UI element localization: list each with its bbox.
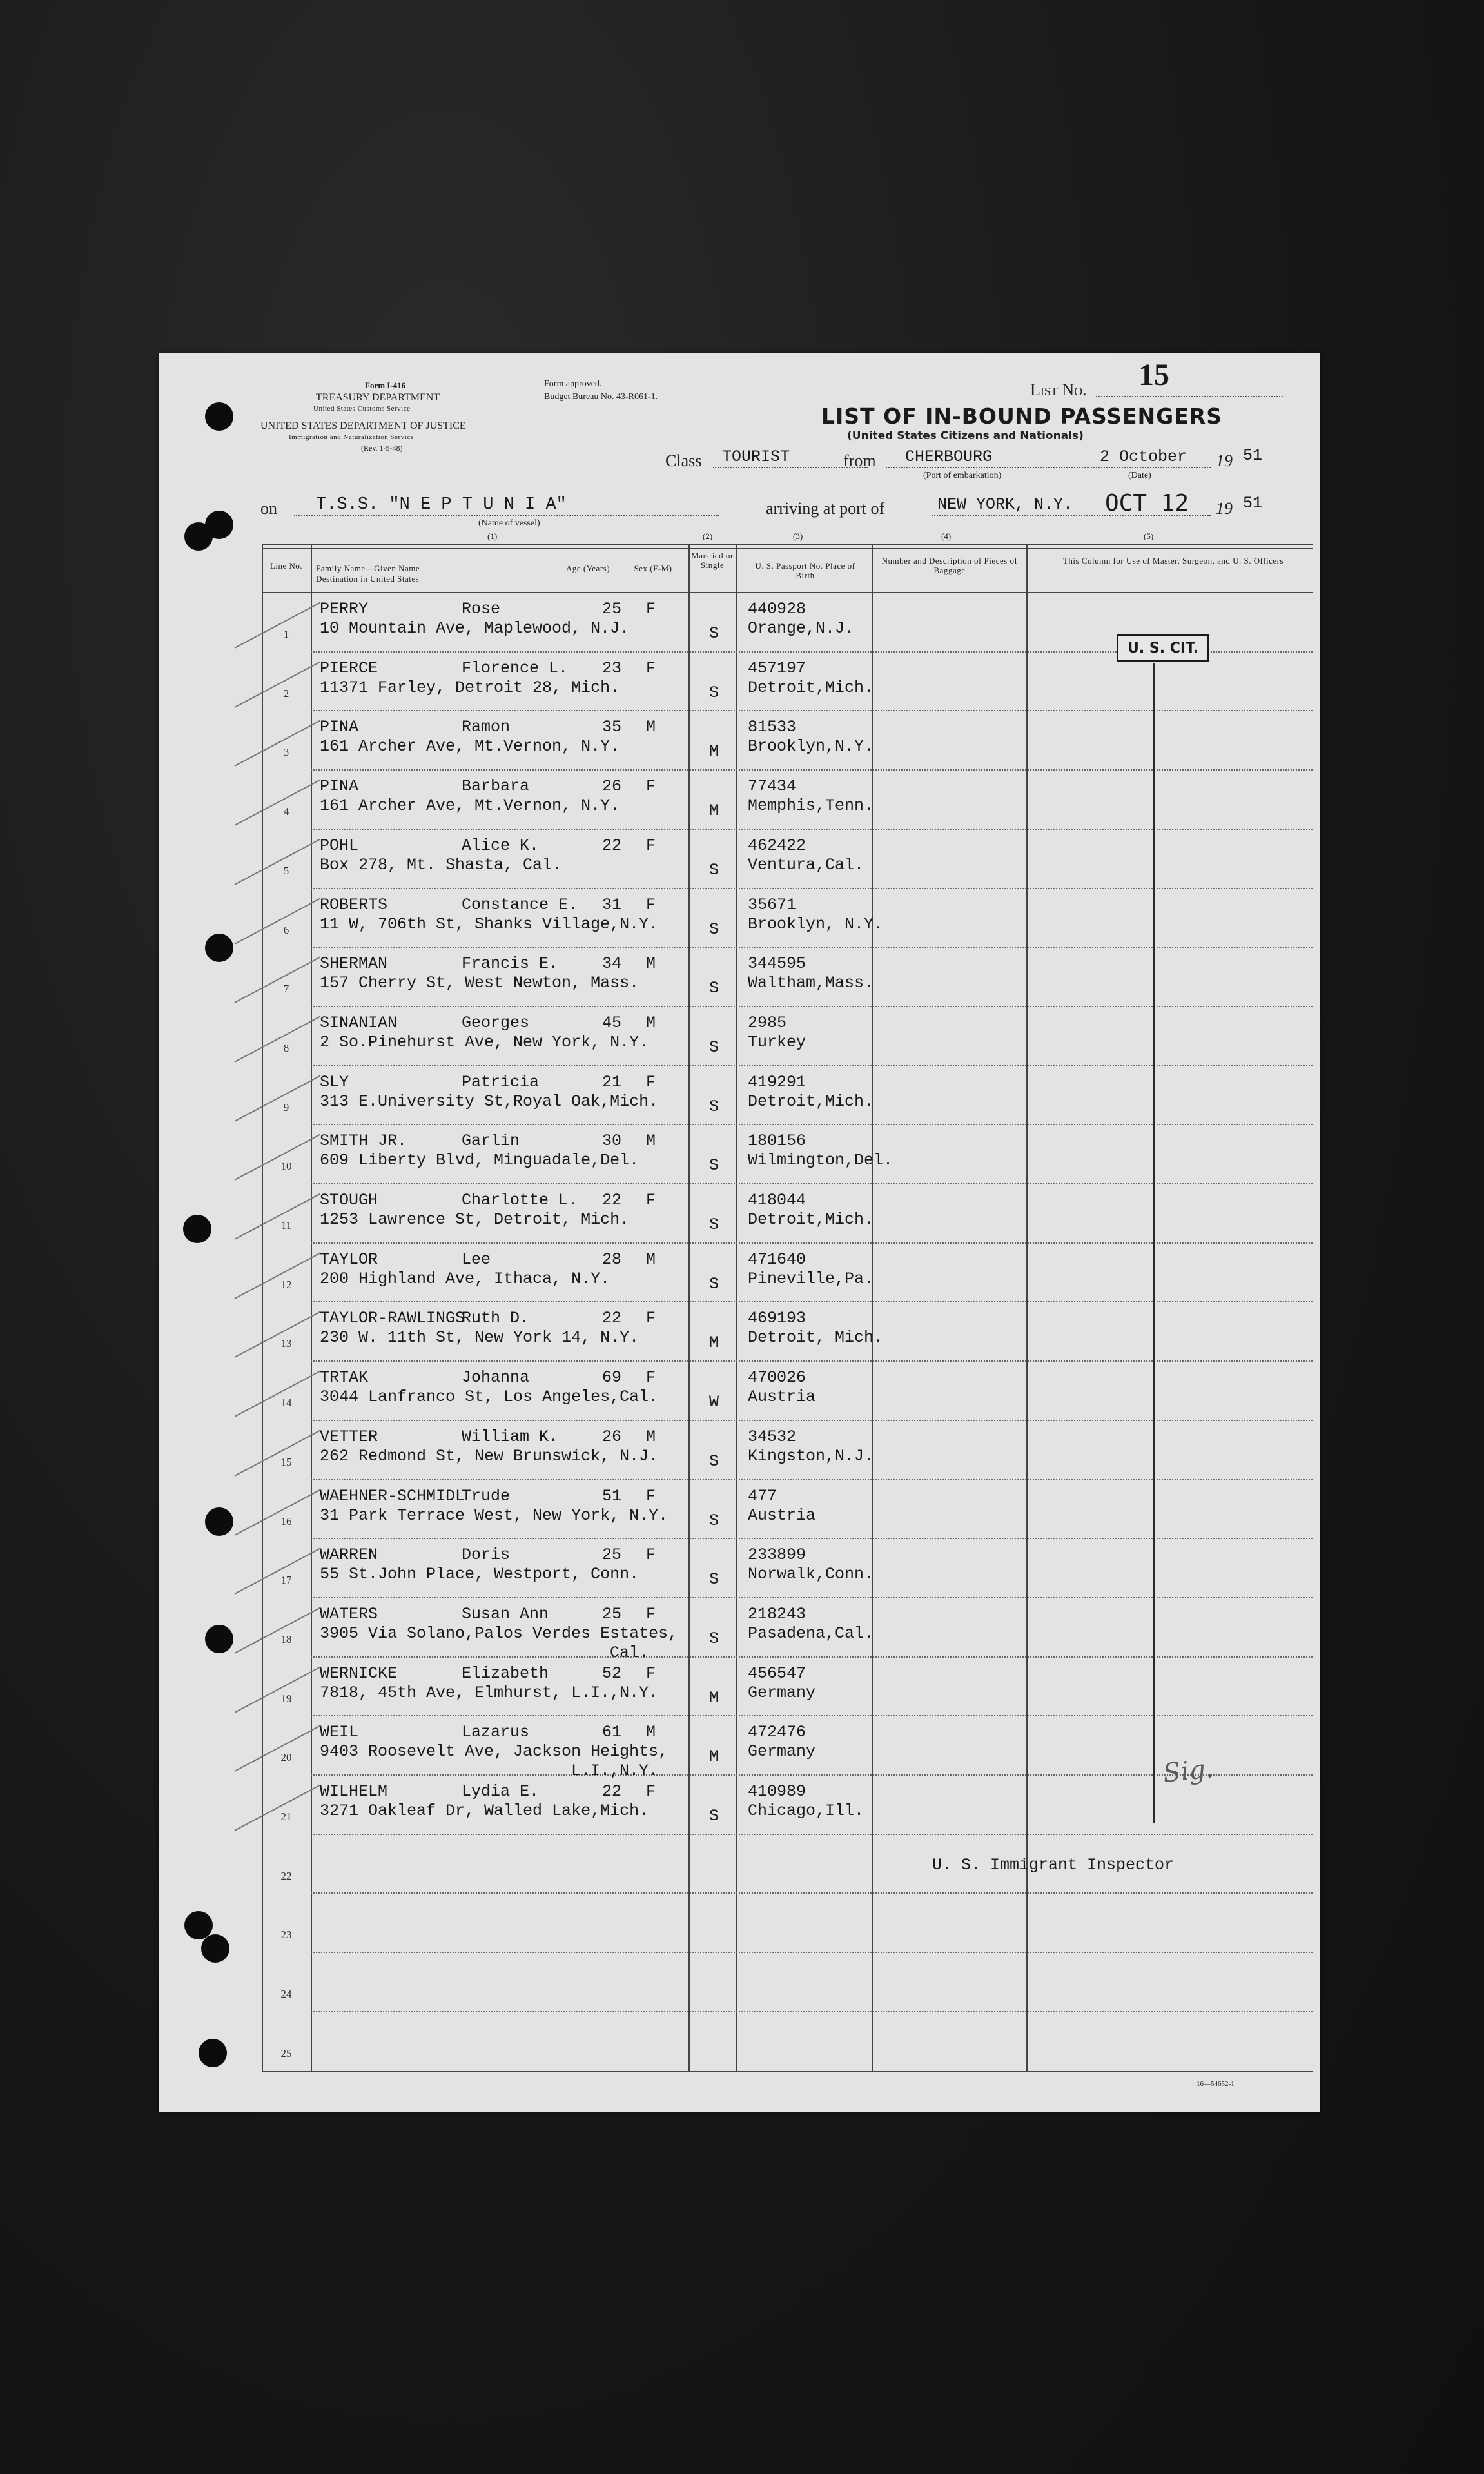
destination: 230 W. 11th St, New York 14, N.Y. xyxy=(320,1328,639,1348)
family-name: PINA xyxy=(320,718,359,737)
passport-number: 472476 xyxy=(748,1723,806,1742)
passport-number: 456547 xyxy=(748,1664,806,1683)
line-number: 4 xyxy=(283,805,289,818)
passport-number: 34532 xyxy=(748,1427,797,1446)
vessel-name: T.S.S. "N E P T U N I A" xyxy=(316,495,567,515)
sex: M xyxy=(646,1250,656,1269)
family-name: WARREN xyxy=(320,1546,378,1565)
marital-status: W xyxy=(709,1393,719,1412)
given-name: Alice K. xyxy=(462,836,540,855)
destination: 200 Highland Ave, Ithaca, N.Y. xyxy=(320,1269,610,1288)
line-number: 25 xyxy=(280,2047,292,2059)
passport-number: 81533 xyxy=(748,718,797,737)
line-number: 15 xyxy=(280,1455,292,1468)
on-label: on xyxy=(260,499,277,518)
passport-number: 418044 xyxy=(748,1191,806,1210)
given-name: Constance E. xyxy=(462,895,578,914)
marital-status: S xyxy=(709,979,719,998)
age: 22 xyxy=(602,1782,622,1801)
family-name: SLY xyxy=(320,1072,349,1092)
sail-date: 2 October xyxy=(1100,447,1187,466)
destination: 157 Cherry St, West Newton, Mass. xyxy=(320,974,639,993)
line-number: 19 xyxy=(280,1692,292,1705)
arrival-year: 51 xyxy=(1243,494,1263,513)
pencil-tick xyxy=(235,602,320,649)
marital-status: S xyxy=(709,1156,719,1175)
sex: M xyxy=(646,1132,656,1151)
family-name: VETTER xyxy=(320,1427,378,1446)
line-number: 16 xyxy=(280,1515,292,1527)
pencil-tick xyxy=(235,1548,320,1595)
line-number: 13 xyxy=(280,1337,292,1350)
marital-status: M xyxy=(709,801,719,821)
age: 31 xyxy=(602,895,622,914)
vessel-caption: (Name of vessel) xyxy=(478,518,540,528)
footer-code: 16—54652-1 xyxy=(1196,2080,1235,2088)
destination: 3905 Via Solano,Palos Verdes Estates, xyxy=(320,1624,678,1643)
sex: F xyxy=(646,1368,656,1388)
ins-service: Immigration and Naturalization Service xyxy=(289,433,415,441)
line-number: 23 xyxy=(280,1929,292,1941)
destination: 11 W, 706th St, Shanks Village,N.Y. xyxy=(320,914,659,934)
budget-bureau: Budget Bureau No. 43-R061-1. xyxy=(544,392,658,402)
destination: 3044 Lanfranco St, Los Angeles,Cal. xyxy=(320,1388,659,1407)
given-name: Doris xyxy=(462,1546,511,1565)
given-name: Lazarus xyxy=(462,1723,530,1742)
line-number: 1 xyxy=(283,628,289,640)
col-header-age: Age (Years) xyxy=(565,564,610,573)
place-of-birth: Pasadena,Cal. xyxy=(748,1624,874,1643)
family-name: SMITH JR. xyxy=(320,1132,407,1151)
line-number: 3 xyxy=(283,746,289,759)
col-header-name: Family Name—Given Name xyxy=(316,564,420,573)
destination: 609 Liberty Blvd, Minguadale,Del. xyxy=(320,1151,639,1170)
passport-number: 471640 xyxy=(748,1250,806,1269)
destination-cont: Cal. xyxy=(610,1643,649,1662)
sex: F xyxy=(646,600,656,618)
line-number: 22 xyxy=(280,1869,292,1882)
marital-status: S xyxy=(709,1570,719,1589)
sex: F xyxy=(646,1486,656,1506)
pencil-tick xyxy=(235,1725,320,1772)
sex: M xyxy=(646,954,656,974)
pencil-tick xyxy=(235,1311,320,1358)
pencil-tick xyxy=(235,838,320,885)
given-name: Susan Ann xyxy=(462,1604,549,1624)
destination: 3271 Oakleaf Dr, Walled Lake,Mich. xyxy=(320,1802,649,1820)
pencil-tick xyxy=(235,1371,320,1417)
given-name: Johanna xyxy=(462,1368,530,1388)
family-name: WEIL xyxy=(320,1723,359,1742)
line-number: 10 xyxy=(280,1160,292,1173)
given-name: William K. xyxy=(462,1427,559,1446)
age: 22 xyxy=(602,1309,622,1328)
pencil-tick xyxy=(235,1666,320,1713)
passport-number: 469193 xyxy=(748,1309,806,1328)
given-name: Trude xyxy=(462,1486,511,1506)
passport-number: 180156 xyxy=(748,1132,806,1151)
justice-dept: UNITED STATES DEPARTMENT OF JUSTICE xyxy=(260,420,466,431)
given-name: Elizabeth xyxy=(462,1664,549,1683)
given-name: Ruth D. xyxy=(462,1309,530,1328)
punch-hole xyxy=(205,1507,233,1536)
given-name: Georges xyxy=(462,1013,530,1032)
destination: 2 So.Pinehurst Ave, New York, N.Y. xyxy=(320,1032,649,1052)
age: 22 xyxy=(602,1191,622,1210)
year-prefix: 19 xyxy=(1216,451,1233,470)
sex: F xyxy=(646,1604,656,1624)
destination: 7818, 45th Ave, Elmhurst, L.I.,N.Y. xyxy=(320,1683,659,1702)
line-number: 7 xyxy=(283,983,289,996)
age: 25 xyxy=(602,600,622,618)
arrival-port: NEW YORK, N.Y. xyxy=(937,495,1073,514)
given-name: Patricia xyxy=(462,1072,540,1092)
from-port: CHERBOURG xyxy=(905,447,993,466)
place-of-birth: Pineville,Pa. xyxy=(748,1269,874,1288)
passport-number: 77434 xyxy=(748,777,797,796)
col-header-line: Line No. xyxy=(269,561,303,571)
line-number: 2 xyxy=(283,687,289,700)
pencil-tick xyxy=(235,661,320,707)
punch-hole xyxy=(201,1934,229,1963)
pencil-tick xyxy=(235,1607,320,1654)
age: 34 xyxy=(602,954,622,974)
sail-year: 51 xyxy=(1243,446,1263,465)
place-of-birth: Memphis,Tenn. xyxy=(748,796,874,816)
document-title: LIST OF IN-BOUND PASSENGERS xyxy=(821,404,1222,429)
family-name: TRTAK xyxy=(320,1368,369,1388)
col-header-officers: This Column for Use of Master, Surgeon, and U. S. Officers xyxy=(1062,556,1284,565)
destination: 9403 Roosevelt Ave, Jackson Heights, xyxy=(320,1742,669,1762)
pencil-tick xyxy=(235,898,320,944)
place-of-birth: Kingston,N.J. xyxy=(748,1446,874,1466)
customs-service: United States Customs Service xyxy=(313,405,411,413)
line-number: 17 xyxy=(280,1574,292,1587)
given-name: Garlin xyxy=(462,1132,520,1151)
age: 61 xyxy=(602,1723,622,1742)
sex: F xyxy=(646,1782,656,1801)
passport-number: 462422 xyxy=(748,836,806,855)
destination: 10 Mountain Ave, Maplewood, N.J. xyxy=(320,619,630,638)
line-number: 24 xyxy=(280,1988,292,2001)
place-of-birth: Orange,N.J. xyxy=(748,619,855,638)
destination: Box 278, Mt. Shasta, Cal. xyxy=(320,855,562,874)
age: 51 xyxy=(602,1486,622,1506)
passport-number: 233899 xyxy=(748,1546,806,1565)
sex: M xyxy=(646,1427,656,1446)
place-of-birth: Brooklyn,N.Y. xyxy=(748,737,874,756)
destination: 1253 Lawrence St, Detroit, Mich. xyxy=(320,1210,630,1229)
marital-status: S xyxy=(709,1215,719,1234)
place-of-birth: Ventura,Cal. xyxy=(748,855,864,874)
passport-number: 440928 xyxy=(748,600,806,618)
class-label: Class xyxy=(665,451,702,470)
family-name: TAYLOR xyxy=(320,1250,378,1269)
given-name: Rose xyxy=(462,600,501,618)
pencil-tick xyxy=(235,1075,320,1121)
family-name: PINA xyxy=(320,777,359,796)
place-of-birth: Detroit,Mich. xyxy=(748,678,874,697)
destination-cont: L.I.,N.Y. xyxy=(571,1762,659,1781)
marital-status: M xyxy=(709,1333,719,1353)
family-name: WERNICKE xyxy=(320,1664,398,1683)
line-number: 5 xyxy=(283,864,289,877)
pencil-tick xyxy=(235,1016,320,1063)
family-name: STOUGH xyxy=(320,1191,378,1210)
col-header-baggage: Number and Description of Pieces of Baggage xyxy=(881,556,1018,575)
passport-number: 218243 xyxy=(748,1604,806,1624)
passport-number: 35671 xyxy=(748,895,797,914)
class-value: TOURIST xyxy=(722,447,790,466)
from-label: from xyxy=(843,451,876,470)
pencil-tick xyxy=(235,1252,320,1299)
stamp-line xyxy=(1153,663,1155,1823)
destination: 161 Archer Ave, Mt.Vernon, N.Y. xyxy=(320,796,620,816)
sex: F xyxy=(646,1664,656,1683)
marital-status: S xyxy=(709,683,719,702)
inspector-signature: Sig. xyxy=(1161,1754,1215,1789)
line-number: 6 xyxy=(283,923,289,936)
sex: F xyxy=(646,1191,656,1210)
sex: F xyxy=(646,1072,656,1092)
given-name: Charlotte L. xyxy=(462,1191,578,1210)
place-of-birth: Detroit, Mich. xyxy=(748,1328,884,1348)
age: 21 xyxy=(602,1072,622,1092)
pencil-tick xyxy=(235,1785,320,1831)
arriving-label: arriving at port of xyxy=(766,499,885,518)
passport-number: 419291 xyxy=(748,1072,806,1092)
marital-status: M xyxy=(709,1688,719,1707)
inspector-caption: U. S. Immigrant Inspector xyxy=(932,1856,1175,1874)
marital-status: S xyxy=(709,1037,719,1057)
family-name: POHL xyxy=(320,836,359,855)
destination: 55 St.John Place, Westport, Conn. xyxy=(320,1565,639,1584)
place-of-birth: Austria xyxy=(748,1506,816,1525)
age: 26 xyxy=(602,1427,622,1446)
sex: F xyxy=(646,777,656,796)
sex: F xyxy=(646,1309,656,1328)
sex: F xyxy=(646,1546,656,1565)
given-name: Ramon xyxy=(462,718,511,737)
place-of-birth: Brooklyn, N.Y. xyxy=(748,914,884,934)
table-top-rule xyxy=(262,544,1313,545)
line-number: 20 xyxy=(280,1751,292,1764)
line-number: 18 xyxy=(280,1633,292,1645)
marital-status: S xyxy=(709,919,719,939)
rev-date: (Rev. 1-5-48) xyxy=(361,444,403,453)
document-subtitle: (United States Citizens and Nationals) xyxy=(847,429,1084,442)
arrival-date-stamp: OCT 12 xyxy=(1105,490,1189,516)
pencil-tick xyxy=(235,720,320,767)
pencil-tick xyxy=(235,1193,320,1240)
place-of-birth: Waltham,Mass. xyxy=(748,974,874,993)
col-header-sex: Sex (F-M) xyxy=(634,564,672,573)
pencil-tick xyxy=(235,1429,320,1476)
col-header-passport: U. S. Passport No. Place of Birth xyxy=(755,561,855,580)
place-of-birth: Norwalk,Conn. xyxy=(748,1565,874,1584)
place-of-birth: Germany xyxy=(748,1683,816,1702)
col-num-1: (1) xyxy=(487,531,498,541)
destination: 313 E.University St,Royal Oak,Mich. xyxy=(320,1092,659,1111)
punch-hole xyxy=(205,402,233,431)
place-of-birth: Detroit,Mich. xyxy=(748,1210,874,1229)
destination: 31 Park Terrace West, New York, N.Y. xyxy=(320,1506,669,1525)
sex: M xyxy=(646,1723,656,1742)
arrival-year-prefix: 19 xyxy=(1216,499,1233,518)
form-number: Form I-416 xyxy=(365,380,406,390)
age: 26 xyxy=(602,777,622,796)
family-name: WATERS xyxy=(320,1604,378,1624)
marital-status: S xyxy=(709,624,719,643)
col-header-dest: Destination in United States xyxy=(316,574,420,584)
family-name: WILHELM xyxy=(320,1782,388,1801)
destination: 161 Archer Ave, Mt.Vernon, N.Y. xyxy=(320,737,620,756)
pencil-tick xyxy=(235,1489,320,1535)
place-of-birth: Austria xyxy=(748,1388,816,1407)
family-name: WAEHNER-SCHMIDL xyxy=(320,1486,465,1506)
family-name: PIERCE xyxy=(320,658,378,678)
marital-status: S xyxy=(709,1274,719,1293)
marital-status: S xyxy=(709,1807,719,1825)
sex: F xyxy=(646,895,656,914)
family-name: SHERMAN xyxy=(320,954,388,974)
place-of-birth: Wilmington,Del. xyxy=(748,1151,893,1170)
marital-status: S xyxy=(709,1451,719,1471)
punch-hole xyxy=(205,1625,233,1653)
punch-hole xyxy=(199,2039,227,2067)
line-number: 11 xyxy=(280,1219,292,1232)
age: 30 xyxy=(602,1132,622,1151)
marital-status: M xyxy=(709,1747,719,1767)
age: 23 xyxy=(602,658,622,678)
age: 69 xyxy=(602,1368,622,1388)
line-number: 14 xyxy=(280,1397,292,1409)
pencil-tick xyxy=(235,1134,320,1181)
line-number: 9 xyxy=(283,1101,289,1114)
age: 52 xyxy=(602,1664,622,1683)
family-name: PERRY xyxy=(320,600,369,618)
col-num-2: (2) xyxy=(703,531,713,541)
given-name: Barbara xyxy=(462,777,530,796)
col-num-5: (5) xyxy=(1144,531,1154,541)
col-num-4: (4) xyxy=(941,531,952,541)
pencil-tick xyxy=(235,780,320,826)
sex: F xyxy=(646,836,656,855)
passport-number: 457197 xyxy=(748,658,806,678)
place-of-birth: Germany xyxy=(748,1742,816,1762)
passport-number: 470026 xyxy=(748,1368,806,1388)
given-name: Lydia E. xyxy=(462,1782,540,1801)
punch-hole xyxy=(183,1215,211,1243)
line-number: 12 xyxy=(280,1278,292,1291)
passport-number: 477 xyxy=(748,1486,777,1506)
date-caption: (Date) xyxy=(1128,471,1151,480)
col-header-married: Mar-ried or Single xyxy=(691,551,734,570)
marital-status: M xyxy=(709,742,719,761)
age: 45 xyxy=(602,1013,622,1032)
col-num-3: (3) xyxy=(793,531,803,541)
given-name: Francis E. xyxy=(462,954,559,974)
age: 35 xyxy=(602,718,622,737)
list-no-label: List No. xyxy=(1030,380,1087,399)
sex: M xyxy=(646,1013,656,1032)
treasury-dept: TREASURY DEPARTMENT xyxy=(316,392,440,403)
age: 22 xyxy=(602,836,622,855)
line-number: 8 xyxy=(283,1041,289,1054)
given-name: Florence L. xyxy=(462,658,569,678)
family-name: ROBERTS xyxy=(320,895,388,914)
punch-hole xyxy=(205,934,233,962)
age: 28 xyxy=(602,1250,622,1269)
marital-status: S xyxy=(709,860,719,879)
sex: M xyxy=(646,718,656,737)
age: 25 xyxy=(602,1546,622,1565)
pencil-tick xyxy=(235,957,320,1003)
destination: 262 Redmond St, New Brunswick, N.J. xyxy=(320,1446,659,1466)
age: 25 xyxy=(602,1604,622,1624)
marital-status: S xyxy=(709,1629,719,1648)
passport-number: 344595 xyxy=(748,954,806,974)
place-of-birth: Turkey xyxy=(748,1032,806,1052)
family-name: TAYLOR-RAWLINGS xyxy=(320,1309,465,1328)
port-caption: (Port of embarkation) xyxy=(923,471,1002,480)
manifest-page xyxy=(159,353,1320,2112)
family-name: SINANIAN xyxy=(320,1013,398,1032)
line-number: 21 xyxy=(280,1811,292,1823)
list-number: 15 xyxy=(1138,358,1169,392)
us-citizen-stamp: U. S. CIT. xyxy=(1117,634,1209,662)
sex: F xyxy=(646,658,656,678)
destination: 11371 Farley, Detroit 28, Mich. xyxy=(320,678,620,697)
form-approved: Form approved. xyxy=(544,379,602,389)
punch-hole xyxy=(184,522,213,551)
passport-number: 2985 xyxy=(748,1013,787,1032)
passport-number: 410989 xyxy=(748,1782,806,1801)
place-of-birth: Chicago,Ill. xyxy=(748,1802,864,1820)
given-name: Lee xyxy=(462,1250,491,1269)
header-bottom-rule xyxy=(262,592,1313,593)
marital-status: S xyxy=(709,1511,719,1530)
place-of-birth: Detroit,Mich. xyxy=(748,1092,874,1111)
marital-status: S xyxy=(709,1097,719,1116)
